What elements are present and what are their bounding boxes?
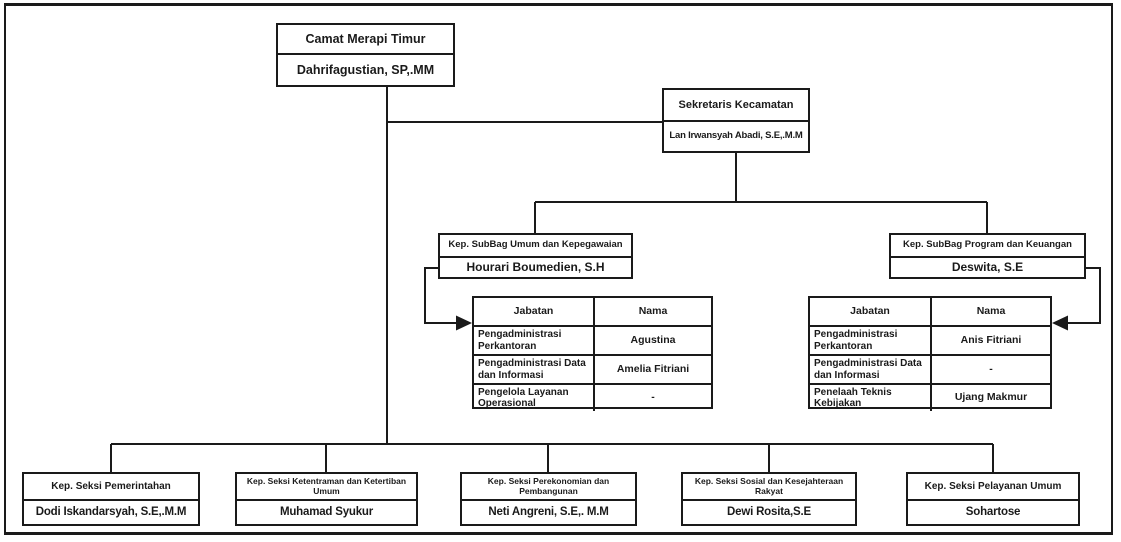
node-subbag-umum-name: Hourari Boumedien, S.H xyxy=(466,259,605,274)
node-seksi-sosial xyxy=(681,472,857,526)
node-seksi-sosial-title: Kep. Seksi Sosial dan Kesejahteraan Rakyat xyxy=(683,474,855,501)
table-cell-jabatan: Pengadministrasi Data dan Informasi xyxy=(810,354,932,383)
table-header-nama: Nama xyxy=(638,304,668,317)
table-cell-jabatan: Pengadministrasi Perkantoran xyxy=(474,325,595,354)
table-cell-jabatan: Pengadministrasi Perkantoran xyxy=(810,325,932,354)
table-cell-nama: Amelia Fitriani xyxy=(595,354,711,383)
table-cell-jabatan: Pengadministrasi Data dan Informasi xyxy=(474,354,595,383)
node-camat-title: Camat Merapi Timur xyxy=(278,25,453,55)
node-seksi-ketentraman-name: Muhamad Syukur xyxy=(279,506,374,519)
node-subbag-program-title: Kep. SubBag Program dan Keuangan xyxy=(891,235,1084,258)
node-seksi-sosial-name: Dewi Rosita,S.E xyxy=(727,506,811,519)
staff-table-program xyxy=(808,296,1052,409)
node-seksi-pelayanan-name: Sohartose xyxy=(965,506,1021,519)
table-cell-nama: Anis Fitriani xyxy=(932,325,1050,354)
node-subbag-program-name: Deswita, S.E xyxy=(951,259,1024,274)
node-camat-name: Dahrifagustian, SP,.MM xyxy=(296,63,435,77)
table-header-nama: Nama xyxy=(976,304,1006,317)
node-seksi-pelayanan-title: Kep. Seksi Pelayanan Umum xyxy=(908,474,1078,501)
table-cell-nama: - xyxy=(595,383,711,411)
node-camat xyxy=(276,23,455,87)
node-sekretaris-title: Sekretaris Kecamatan xyxy=(664,90,808,122)
staff-table-umum xyxy=(472,296,713,409)
table-cell-nama: Agustina xyxy=(595,325,711,354)
table-cell-nama: - xyxy=(932,354,1050,383)
node-seksi-ketentraman xyxy=(235,472,418,526)
right-arrowhead-icon xyxy=(1052,316,1068,331)
node-seksi-perekonomian-name: Neti Angreni, S.E,. M.M xyxy=(488,506,609,519)
node-seksi-pemerintahan-title: Kep. Seksi Pemerintahan xyxy=(24,474,198,501)
node-seksi-pelayanan xyxy=(906,472,1080,526)
node-seksi-pemerintahan xyxy=(22,472,200,526)
table-cell-jabatan: Pengelola Layanan Operasional xyxy=(474,383,595,411)
node-seksi-perekonomian xyxy=(460,472,637,526)
node-subbag-program xyxy=(889,233,1086,279)
node-seksi-perekonomian-title: Kep. Seksi Perekonomian dan Pembangunan xyxy=(462,474,635,501)
table-header-jabatan: Jabatan xyxy=(810,298,932,325)
table-header-jabatan: Jabatan xyxy=(474,298,595,325)
node-subbag-umum-title: Kep. SubBag Umum dan Kepegawaian xyxy=(440,235,631,258)
table-cell-jabatan: Penelaah Teknis Kebijakan xyxy=(810,383,932,411)
node-seksi-pemerintahan-name: Dodi Iskandarsyah, S.E,.M.M xyxy=(35,506,187,519)
left-arrowhead-icon xyxy=(456,316,472,331)
node-sekretaris xyxy=(662,88,810,153)
table-cell-nama: Ujang Makmur xyxy=(932,383,1050,411)
node-seksi-ketentraman-title: Kep. Seksi Ketentraman dan Ketertiban Umum xyxy=(237,474,416,501)
node-sekretaris-name: Lan Irwansyah Abadi, S.E,.M.M xyxy=(669,130,803,142)
node-subbag-umum xyxy=(438,233,633,279)
